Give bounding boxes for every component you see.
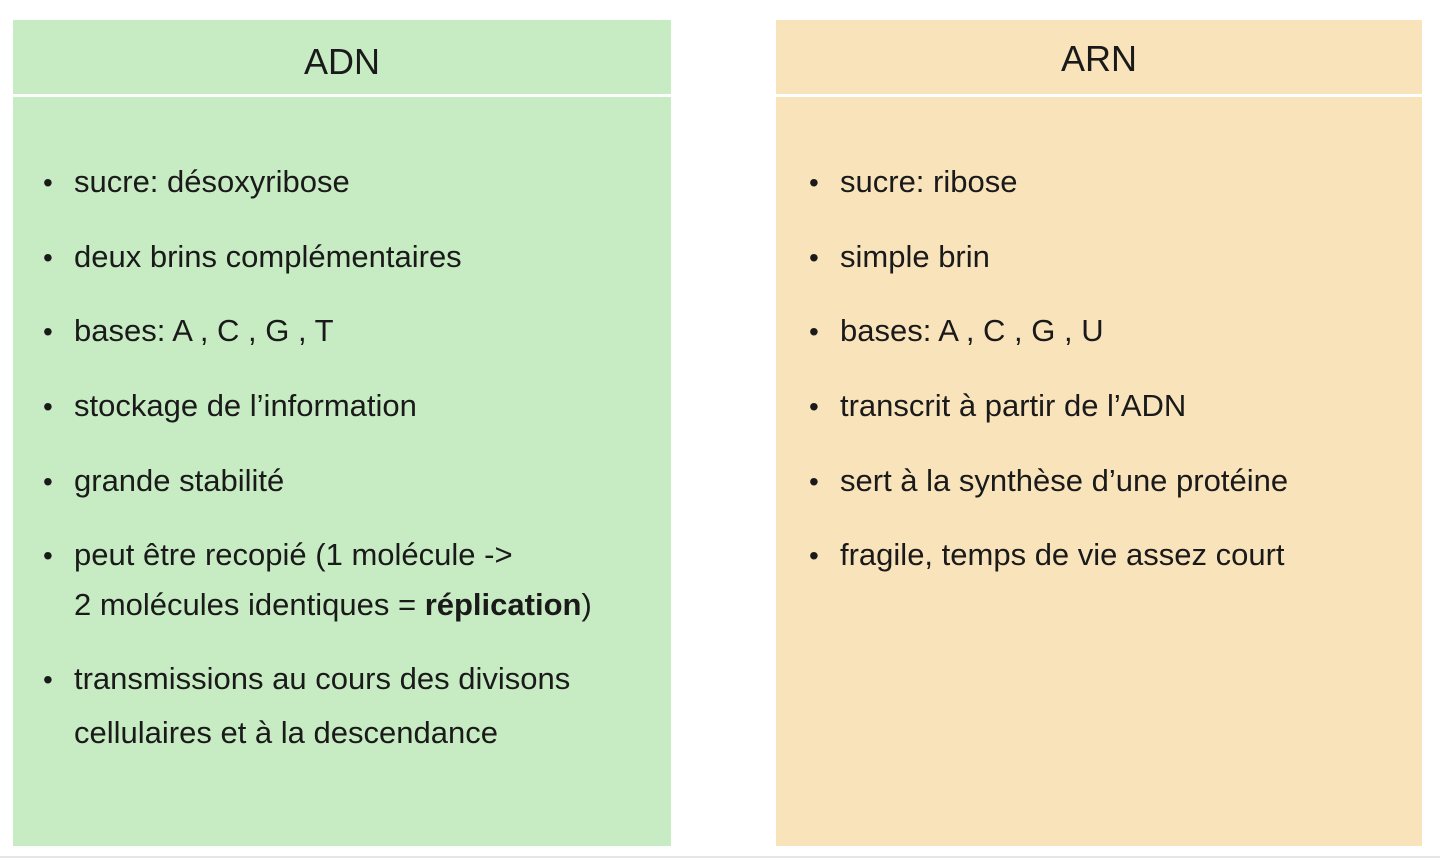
list-item: • transmissions au cours des divisons cellulaires et à la descendance bbox=[43, 652, 570, 760]
bullet-icon: • bbox=[809, 242, 819, 273]
bullet-icon: • bbox=[809, 316, 819, 347]
arn-card bbox=[776, 20, 1422, 846]
bullet-icon: • bbox=[809, 540, 819, 571]
bottom-divider bbox=[0, 856, 1440, 858]
bullet-icon: • bbox=[43, 664, 53, 695]
bullet-icon: • bbox=[43, 466, 53, 497]
bullet-icon: • bbox=[809, 466, 819, 497]
list-item: • simple brin bbox=[809, 232, 990, 283]
bullet-icon: • bbox=[43, 242, 53, 273]
replication-term: réplication bbox=[424, 587, 582, 622]
bullet-icon: • bbox=[809, 391, 819, 422]
arn-card-title: ARN bbox=[776, 20, 1422, 97]
list-item: • bases: A , C , G , T bbox=[43, 306, 334, 357]
list-item: • sucre: ribose bbox=[809, 157, 1017, 208]
bullet-icon: • bbox=[43, 391, 53, 422]
list-item: • sert à la synthèse d’une protéine bbox=[809, 456, 1288, 507]
bullet-icon: • bbox=[43, 540, 53, 571]
list-item: • bases: A , C , G , U bbox=[809, 306, 1104, 357]
bullet-icon: • bbox=[809, 167, 819, 198]
list-item: • deux brins complémentaires bbox=[43, 232, 462, 283]
list-item: • peut être recopié (1 molécule -> 2 molécules identiques = réplication) bbox=[43, 530, 592, 630]
list-item: • transcrit à partir de l’ADN bbox=[809, 381, 1186, 432]
bullet-icon: • bbox=[43, 316, 53, 347]
adn-card-title: ADN bbox=[13, 20, 671, 97]
list-item: • fragile, temps de vie assez court bbox=[809, 530, 1285, 581]
adn-card bbox=[13, 20, 671, 846]
list-item: • stockage de l’information bbox=[43, 381, 417, 432]
list-item: • sucre: désoxyribose bbox=[43, 157, 350, 208]
list-item: • grande stabilité bbox=[43, 456, 284, 507]
bullet-icon: • bbox=[43, 167, 53, 198]
